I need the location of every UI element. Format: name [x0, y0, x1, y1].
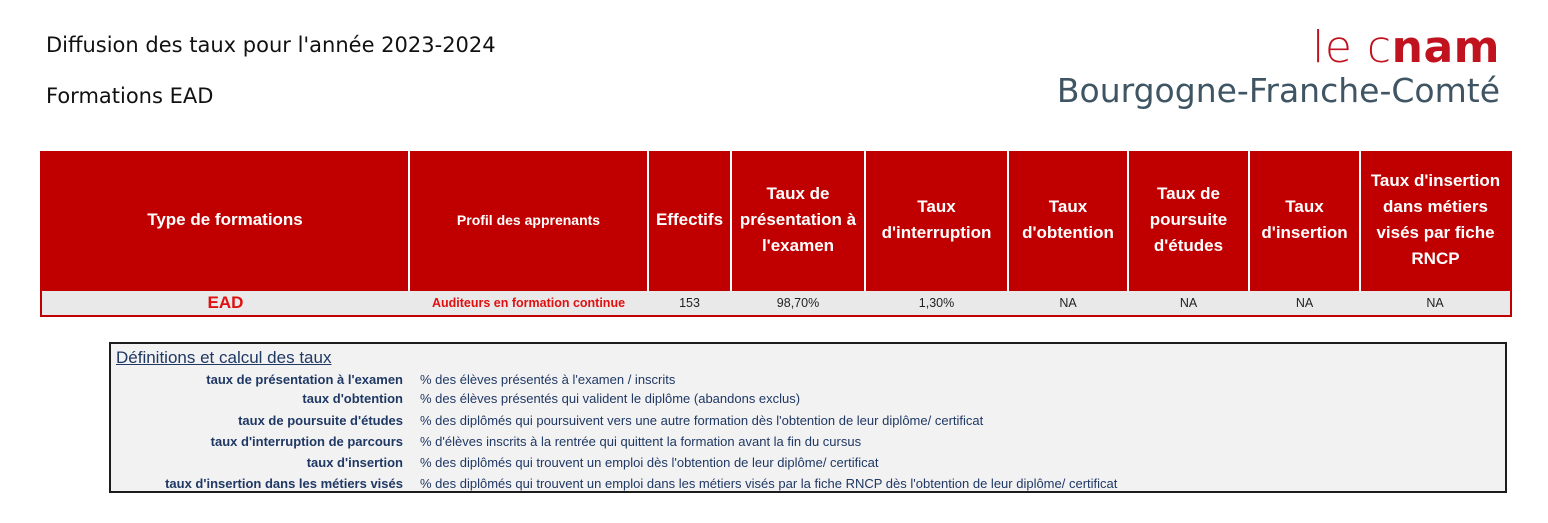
col-header-presentation: Taux de présentation à l'examen [731, 151, 865, 290]
col-header-poursuite: Taux de poursuite d'études [1128, 151, 1249, 290]
col-header-obtention: Taux d'obtention [1008, 151, 1128, 290]
definition-term: taux de présentation à l'examen [206, 372, 403, 387]
cell-obtention: NA [1008, 290, 1128, 316]
definition-term: taux d'obtention [302, 391, 403, 406]
cell-insertion: NA [1249, 290, 1360, 316]
col-header-insertion: Taux d'insertion [1249, 151, 1360, 290]
definition-row [111, 413, 1505, 433]
col-header-insertion-rncp: Taux d'insertion dans métiers visés par fiche RNCP [1360, 151, 1511, 290]
logo-wordmark-light: le c [1312, 22, 1392, 73]
cell-type: EAD [41, 290, 409, 316]
cell-profil: Auditeurs en formation continue [409, 290, 648, 316]
col-header-interruption: Taux d'interruption [865, 151, 1008, 290]
definition-row [111, 391, 1505, 411]
logo-wordmark-bold: nam [1391, 22, 1500, 73]
definition-row [111, 372, 1505, 392]
table-row [41, 290, 1511, 316]
page-subtitle: Formations EAD [46, 84, 214, 108]
cell-poursuite: NA [1128, 290, 1249, 316]
definition-term: taux de poursuite d'études [238, 413, 403, 428]
col-header-effectifs: Effectifs [648, 151, 731, 290]
definition-desc: % d'élèves inscrits à la rentrée qui quittent la formation avant la fin du cursus [420, 434, 862, 449]
logo-region: Bourgogne-Franche-Comté [1056, 71, 1500, 110]
col-header-type: Type de formations [41, 151, 409, 290]
definition-row [111, 434, 1505, 454]
definition-desc: % des élèves présentés à l'examen / inscrits [420, 372, 676, 387]
logo-wordmark [1057, 22, 1500, 73]
definition-term: taux d'interruption de parcours [210, 434, 403, 449]
definitions-title: Définitions et calcul des taux [116, 348, 332, 367]
definition-term: taux d'insertion dans les métiers visés [165, 476, 403, 491]
definition-desc: % des diplômés qui poursuivent vers une autre formation dès l'obtention de leur diplôme/ certificat [420, 413, 984, 428]
definition-desc: % des élèves présentés qui valident le diplôme (abandons exclus) [420, 391, 801, 406]
definition-desc: % des diplômés qui trouvent un emploi dès l'obtention de leur diplôme/ certificat [420, 455, 879, 470]
table-header-row [41, 151, 1511, 290]
definition-row [111, 455, 1505, 475]
col-header-profil: Profil des apprenants [409, 151, 648, 290]
definition-term: taux d'insertion [306, 455, 403, 470]
page-title: Diffusion des taux pour l'année 2023-2024 [46, 33, 496, 57]
definitions-box [109, 342, 1507, 493]
cell-presentation: 98,70% [731, 290, 865, 316]
cnam-logo [1056, 22, 1500, 110]
cell-insertion-rncp: NA [1360, 290, 1511, 316]
definition-desc: % des diplômés qui trouvent un emploi dans les métiers visés par la fiche RNCP dès l'obtention de leur diplôme/ certificat [420, 476, 1118, 491]
rates-table [40, 151, 1512, 317]
cell-effectifs: 153 [648, 290, 731, 316]
cell-interruption: 1,30% [865, 290, 1008, 316]
definition-row [111, 476, 1505, 496]
